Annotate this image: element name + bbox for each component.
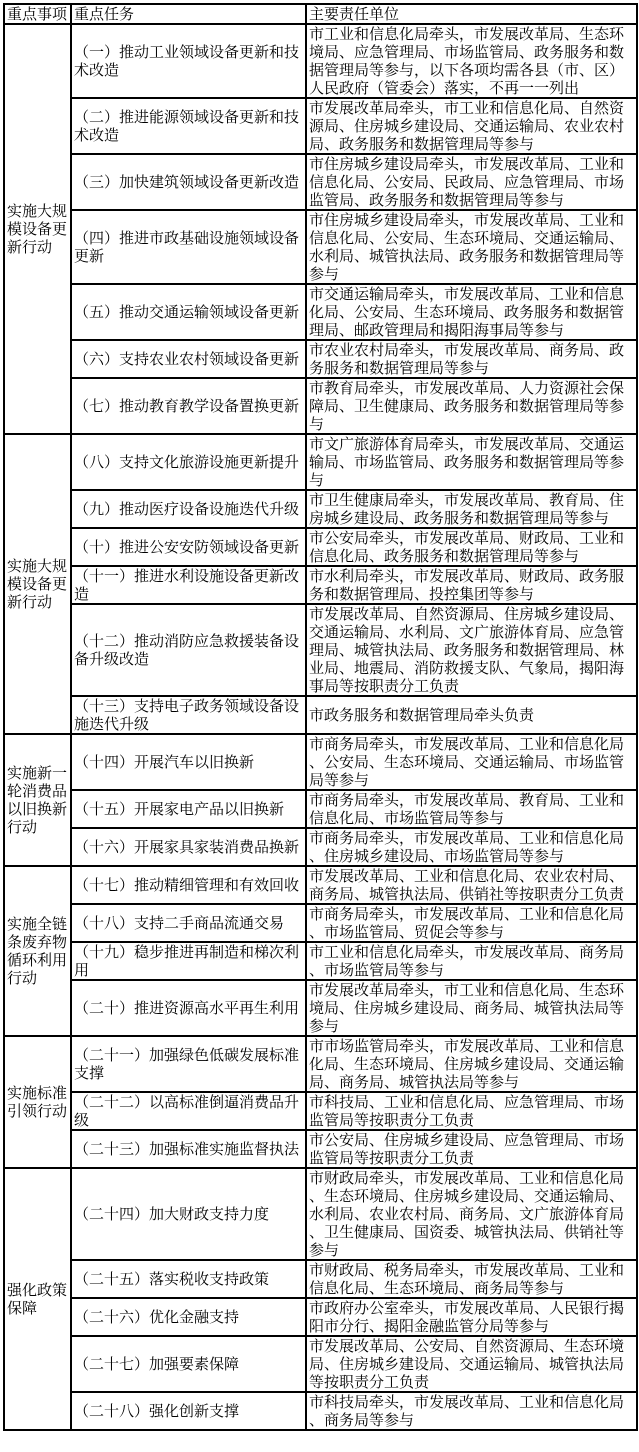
table-row bbox=[4, 340, 637, 378]
table-row bbox=[4, 828, 637, 866]
table-row bbox=[4, 1260, 637, 1298]
table-row bbox=[4, 528, 637, 566]
category-cell: 实施新一轮消费品以旧换新行动 bbox=[4, 734, 71, 866]
category-cell: 实施全链条废弃物循环利用行动 bbox=[4, 866, 71, 1036]
table-row bbox=[4, 942, 637, 980]
units-cell: 市交通运输局牵头，市发展改革局、工业和信息化局、公安局、生态环境局、政务服务和数据管理局、邮政管理局和揭阳海事局等参与 bbox=[306, 284, 637, 340]
table-row bbox=[4, 1336, 637, 1392]
task-cell: （八）支持文化旅游设施更新提升 bbox=[71, 434, 306, 490]
task-cell: （六）支持农业农村领域设备更新 bbox=[71, 340, 306, 378]
task-cell: （十八）支持二手商品流通交易 bbox=[71, 904, 306, 942]
table-row bbox=[4, 980, 637, 1036]
table-row bbox=[4, 154, 637, 210]
table-row bbox=[4, 904, 637, 942]
units-cell: 市科技局牵头，市发展改革局、工业和信息化局、商务局等参与 bbox=[306, 1392, 637, 1430]
table-row bbox=[4, 24, 637, 98]
units-cell: 市卫生健康局牵头，市发展改革局、教育局、住房城乡建设局、政务服务和数据管理局等参与 bbox=[306, 490, 637, 528]
table-row bbox=[4, 98, 637, 154]
units-cell: 市农业农村局牵头，市发展改革局、商务局、政务服务和数据管理局等参与 bbox=[306, 340, 637, 378]
task-cell: （二）推进能源领域设备更新和技术改造 bbox=[71, 98, 306, 154]
table-row bbox=[4, 284, 637, 340]
header-key-tasks: 重点任务 bbox=[71, 4, 306, 24]
table-row bbox=[4, 696, 637, 734]
units-cell: 市教育局牵头，市发展改革局、人力资源社会保障局、卫生健康局、政务服务和数据管理局等参与 bbox=[306, 378, 637, 434]
table-row bbox=[4, 866, 637, 904]
task-cell: （二十三）加强标准实施监督执法 bbox=[71, 1130, 306, 1168]
task-cell: （十一）推进水利设施设备更新改造 bbox=[71, 566, 306, 604]
task-cell: （二十）推进资源高水平再生利用 bbox=[71, 980, 306, 1036]
category-cell: 强化政策保障 bbox=[4, 1168, 71, 1430]
units-cell: 市商务局牵头，市发展改革局、工业和信息化局、住房城乡建设局、市场监管局等参与 bbox=[306, 828, 637, 866]
units-cell: 市市场监管局牵头，市发展改革局、工业和信息化局、生态环境局、住房城乡建设局、交通运输局、商务局、城管执法局等参与 bbox=[306, 1036, 637, 1092]
task-cell: （二十六）优化金融支持 bbox=[71, 1298, 306, 1336]
task-cell: （十六）开展家具家装消费品换新 bbox=[71, 828, 306, 866]
units-cell: 市商务局牵头，市发展改革局、工业和信息化局、市场监管局、贸促会等参与 bbox=[306, 904, 637, 942]
task-cell: （十五）开展家电产品以旧换新 bbox=[71, 790, 306, 828]
table-row bbox=[4, 566, 637, 604]
units-cell: 市财政局牵头，市发展改革局、工业和信息化局、生态环境局、住房城乡建设局、交通运输局、水利局、农业农村局、商务局、文广旅游体育局、卫生健康局、国资委、城管执法局、供销社等参与 bbox=[306, 1168, 637, 1260]
table-row bbox=[4, 490, 637, 528]
category-cell: 实施大规模设备更新行动 bbox=[4, 24, 71, 434]
header-responsible-units: 主要责任单位 bbox=[306, 4, 637, 24]
task-cell: （一）推动工业领域设备更新和技术改造 bbox=[71, 24, 306, 98]
units-cell: 市水利局牵头，市发展改革局、财政局、政务服务和数据管理局、投控集团等参与 bbox=[306, 566, 637, 604]
table-row bbox=[4, 210, 637, 284]
task-cell: （二十二）以高标准倒逼消费品升级 bbox=[71, 1092, 306, 1130]
task-cell: （二十七）加强要素保障 bbox=[71, 1336, 306, 1392]
task-cell: （十九）稳步推进再制造和梯次利用 bbox=[71, 942, 306, 980]
header-row bbox=[4, 4, 637, 24]
task-cell: （九）推动医疗设备设施迭代升级 bbox=[71, 490, 306, 528]
units-cell: 市财政局、税务局牵头，市发展改革局、工业和信息化局、生态环境局、商务局等参与 bbox=[306, 1260, 637, 1298]
table-row bbox=[4, 1036, 637, 1092]
task-cell: （七）推动教育教学设备置换更新 bbox=[71, 378, 306, 434]
units-cell: 市工业和信息化局牵头，市发展改革局、商务局、市场监管局等参与 bbox=[306, 942, 637, 980]
units-cell: 市住房城乡建设局牵头，市发展改革局、工业和信息化局、公安局、生态环境局、交通运输局、水利局、城管执法局、政务服务和数据管理局等参与 bbox=[306, 210, 637, 284]
task-cell: （十）推进公安安防领域设备更新 bbox=[71, 528, 306, 566]
units-cell: 市发展改革局牵头，市工业和信息化局、自然资源局、住房城乡建设局、交通运输局、农业农村局、政务服务和数据管理局等参与 bbox=[306, 98, 637, 154]
units-cell: 市科技局、工业和信息化局、应急管理局、市场监管局等按职责分工负责 bbox=[306, 1092, 637, 1130]
category-cell: 实施标准引领行动 bbox=[4, 1036, 71, 1168]
table-row bbox=[4, 604, 637, 696]
table-row bbox=[4, 1130, 637, 1168]
task-cell: （二十五）落实税收支持政策 bbox=[71, 1260, 306, 1298]
table-row bbox=[4, 378, 637, 434]
units-cell: 市发展改革局、自然资源局、住房城乡建设局、交通运输局、水利局、文广旅游体育局、应急管理局、城管执法局、政务服务和数据管理局、林业局、地震局、消防救援支队、气象局，揭阳海事局等按职责分工负责 bbox=[306, 604, 637, 696]
task-cell: （四）推进市政基础设施领域设备更新 bbox=[71, 210, 306, 284]
header-key-items: 重点事项 bbox=[4, 4, 71, 24]
units-cell: 市商务局牵头，市发展改革局、工业和信息化局、公安局、生态环境局、交通运输局、市场监管局等参与 bbox=[306, 734, 637, 790]
task-cell: （二十一）加强绿色低碳发展标准支撑 bbox=[71, 1036, 306, 1092]
units-cell: 市公安局牵头，市发展改革局、财政局、工业和信息化局、政务服务和数据管理局等参与 bbox=[306, 528, 637, 566]
table-row bbox=[4, 434, 637, 490]
category-cell: 实施大规模设备更新行动 bbox=[4, 434, 71, 734]
units-cell: 市政府办公室牵头，市发展改革局、人民银行揭阳市分行、揭阳金融监管分局等参与 bbox=[306, 1298, 637, 1336]
table-row bbox=[4, 1092, 637, 1130]
units-cell: 市政务服务和数据管理局牵头负责 bbox=[306, 696, 637, 734]
table-row bbox=[4, 790, 637, 828]
units-cell: 市住房城乡建设局牵头，市发展改革局、工业和信息化局、公安局、民政局、应急管理局、市场监管局、政务服务和数据管理局等参与 bbox=[306, 154, 637, 210]
task-cell: （十三）支持电子政务领域设备设施迭代升级 bbox=[71, 696, 306, 734]
task-cell: （十四）开展汽车以旧换新 bbox=[71, 734, 306, 790]
table-row bbox=[4, 734, 637, 790]
units-cell: 市公安局、住房城乡建设局、应急管理局、市场监管局等按职责分工负责 bbox=[306, 1130, 637, 1168]
units-cell: 市发展改革局、工业和信息化局、农业农村局、商务局、城管执法局、供销社等按职责分工负责 bbox=[306, 866, 637, 904]
task-cell: （三）加快建筑领域设备更新改造 bbox=[71, 154, 306, 210]
table-row bbox=[4, 1392, 637, 1430]
units-cell: 市发展改革局、公安局、自然资源局、生态环境局、住房城乡建设局、交通运输局、城管执法局等按职责分工负责 bbox=[306, 1336, 637, 1392]
units-cell: 市工业和信息化局牵头，市发展改革局、生态环境局、应急管理局、市场监管局、政务服务和数据管理局等参与，以下各项均需各县（市、区）人民政府（管委会）落实，不再一一列出 bbox=[306, 24, 637, 98]
units-cell: 市文广旅游体育局牵头，市发展改革局、交通运输局、市场监管局、政务服务和数据管理局等参与 bbox=[306, 434, 637, 490]
units-cell: 市发展改革局牵头，市工业和信息化局、生态环境局、住房城乡建设局、商务局、城管执法局等参与 bbox=[306, 980, 637, 1036]
task-cell: （十七）推动精细管理和有效回收 bbox=[71, 866, 306, 904]
table-row bbox=[4, 1298, 637, 1336]
task-cell: （五）推动交通运输领域设备更新 bbox=[71, 284, 306, 340]
task-cell: （二十四）加大财政支持力度 bbox=[71, 1168, 306, 1260]
task-cell: （二十八）强化创新支撑 bbox=[71, 1392, 306, 1430]
task-cell: （十二）推动消防应急救援装备设备升级改造 bbox=[71, 604, 306, 696]
units-cell: 市商务局牵头，市发展改革局、教育局、工业和信息化局、市场监管局等参与 bbox=[306, 790, 637, 828]
table-row bbox=[4, 1168, 637, 1260]
responsibility-table bbox=[3, 3, 638, 1431]
